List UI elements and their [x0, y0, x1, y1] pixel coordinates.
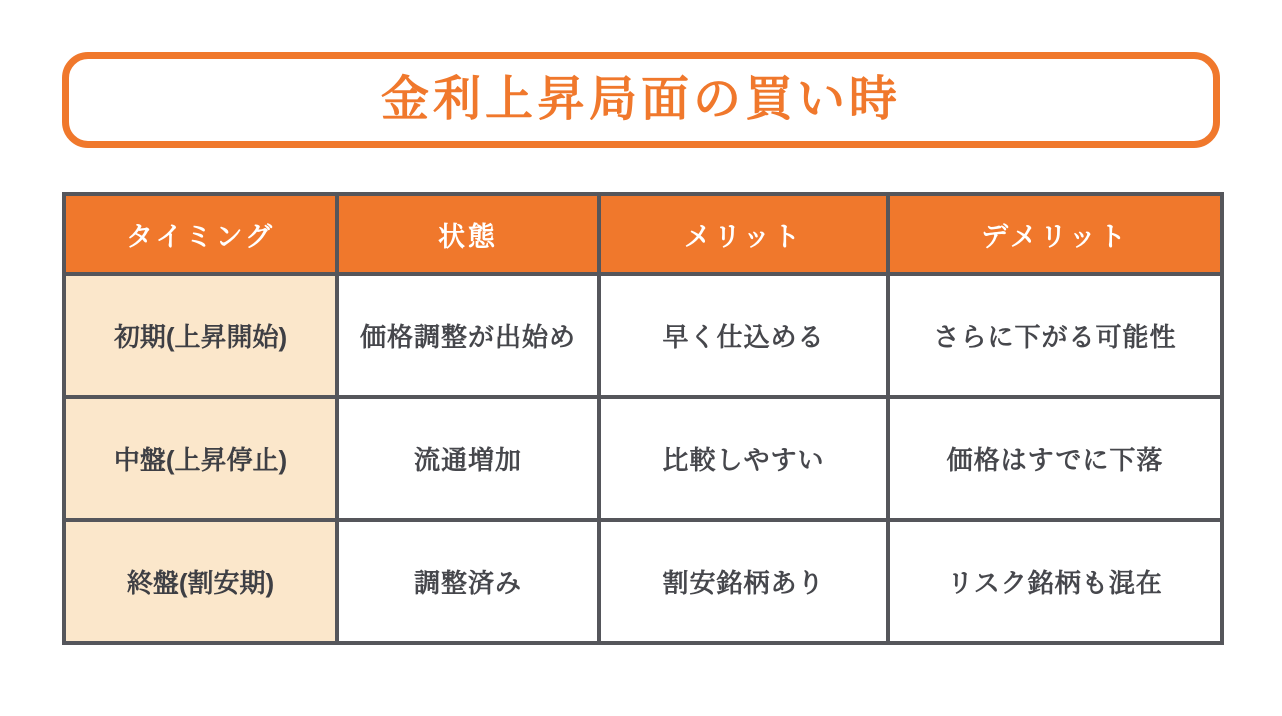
- page-title: 金利上昇局面の買い時: [380, 73, 901, 126]
- row-label-early: 初期(上昇開始): [64, 274, 337, 397]
- column-header-demerit: デメリット: [888, 194, 1222, 274]
- cell-middle-state: 流通増加: [337, 397, 599, 520]
- cell-late-state: 調整済み: [337, 520, 599, 643]
- cell-late-merit: 割安銘柄あり: [599, 520, 888, 643]
- cell-early-merit: 早く仕込める: [599, 274, 888, 397]
- row-label-middle: 中盤(上昇停止): [64, 397, 337, 520]
- cell-early-demerit: さらに下がる可能性: [888, 274, 1222, 397]
- title-banner: [62, 52, 1220, 148]
- table-row-early: [64, 274, 1222, 397]
- table-header-row: [64, 194, 1222, 274]
- table-row-late: [64, 520, 1222, 643]
- column-header-state: 状態: [337, 194, 599, 274]
- cell-late-demerit: リスク銘柄も混在: [888, 520, 1222, 643]
- cell-early-state: 価格調整が出始め: [337, 274, 599, 397]
- table-row-middle: [64, 397, 1222, 520]
- cell-middle-merit: 比較しやすい: [599, 397, 888, 520]
- cell-middle-demerit: 価格はすでに下落: [888, 397, 1222, 520]
- column-header-merit: メリット: [599, 194, 888, 274]
- buy-timing-table: [62, 192, 1224, 645]
- row-label-late: 終盤(割安期): [64, 520, 337, 643]
- column-header-timing: タイミング: [64, 194, 337, 274]
